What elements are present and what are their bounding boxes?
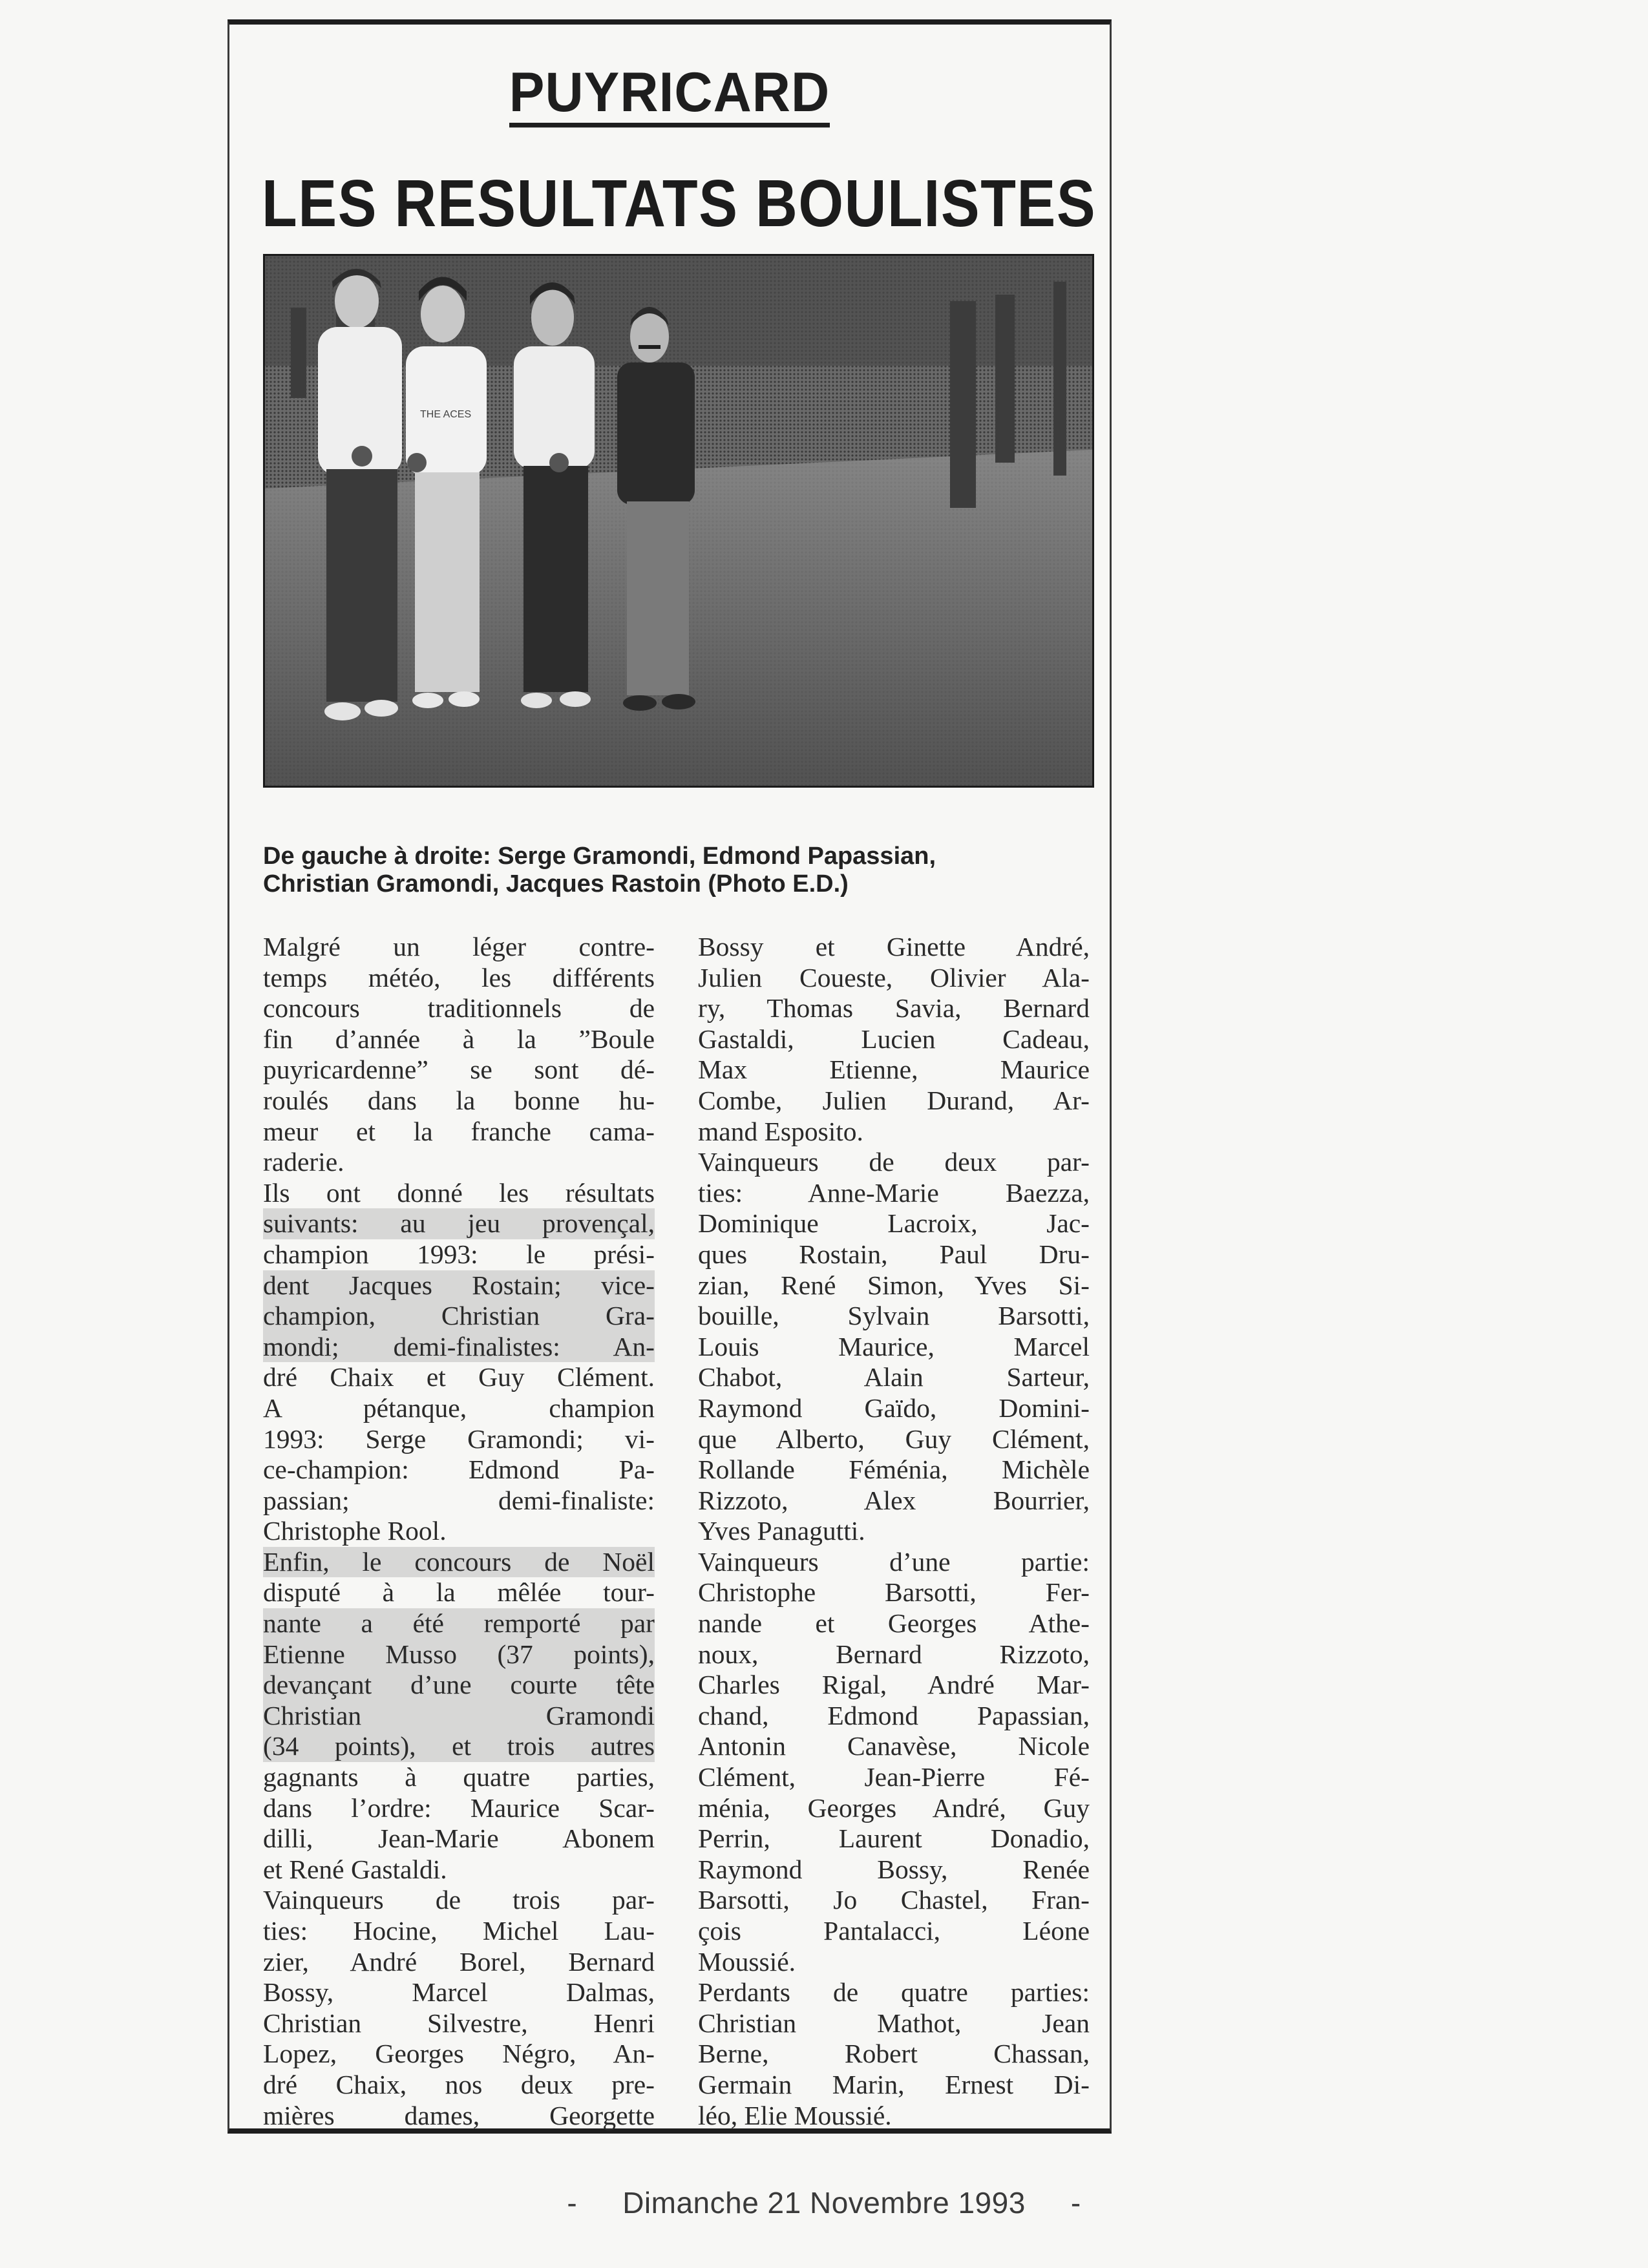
column-line: Yves Panagutti. xyxy=(698,1516,865,1546)
column-line: Bossy, Marcel Dalmas, xyxy=(263,1977,655,2008)
column-line: Chabot, Alain Sarteur, xyxy=(698,1362,1090,1392)
footer-date: Dimanche 21 Novembre 1993 xyxy=(622,2186,1026,2220)
column-line: Rollande Féménia, Michèle xyxy=(698,1454,1090,1485)
column-line: dent Jacques Rostain; vice- xyxy=(263,1270,655,1300)
page-footer xyxy=(0,2185,1648,2220)
column-line: Lopez, Georges Négro, An- xyxy=(263,2039,655,2069)
column-line: léo, Elie Moussié. xyxy=(698,2100,892,2130)
column-line: mières dames, Georgette xyxy=(263,2100,655,2130)
column-line: ry, Thomas Savia, Bernard xyxy=(698,993,1090,1024)
column-line: champion 1993: le prési- xyxy=(263,1239,655,1269)
column-line: Max Etienne, Maurice xyxy=(698,1055,1090,1085)
article-frame xyxy=(227,19,1112,2134)
kicker-text: PUYRICARD xyxy=(509,65,830,128)
column-line: ménia, Georges André, Guy xyxy=(698,1792,1090,1823)
column-line: Charles Rigal, André Mar- xyxy=(698,1670,1090,1700)
column-line: meur et la franche cama- xyxy=(263,1116,655,1146)
column-line: Gastaldi, Lucien Cadeau, xyxy=(698,1024,1090,1054)
column-line: Barsotti, Jo Chastel, Fran- xyxy=(698,1885,1090,1915)
column-line: suivants: au jeu provençal, xyxy=(263,1208,655,1239)
column-line: ce-champion: Edmond Pa- xyxy=(263,1454,655,1485)
column-line: fin d’année à la ”Boule xyxy=(263,1024,655,1054)
column-line: ties: Hocine, Michel Lau- xyxy=(263,1916,655,1946)
column-line: Perdants de quatre parties: xyxy=(698,1977,1090,2008)
person-jacques-rastoin xyxy=(617,307,695,711)
column-line: raderie. xyxy=(263,1147,344,1177)
column-line: Dominique Lacroix, Jac- xyxy=(698,1208,1090,1239)
column-line: Antonin Canavèse, Nicole xyxy=(698,1731,1090,1761)
column-line: ques Rostain, Paul Dru- xyxy=(698,1239,1090,1269)
article-kicker xyxy=(229,61,1110,126)
column-line: champion, Christian Gra- xyxy=(263,1301,655,1331)
article-photo xyxy=(263,254,1094,788)
column-line: Vainqueurs de trois par- xyxy=(263,1885,655,1915)
article-column-right xyxy=(698,932,1090,2131)
photo-illustration xyxy=(265,256,1092,786)
column-line: Vainqueurs de deux par- xyxy=(698,1147,1090,1177)
column-line: mand Esposito. xyxy=(698,1116,863,1146)
shirt-print: THE ACES xyxy=(420,409,472,420)
caption-line-2: Christian Gramondi, Jacques Rastoin (Photo E.D.) xyxy=(263,870,849,898)
column-line: Perrin, Laurent Donadio, xyxy=(698,1823,1090,1854)
column-line: zian, René Simon, Yves Si- xyxy=(698,1270,1090,1300)
column-line: puyricardenne” se sont dé- xyxy=(263,1055,655,1085)
column-line: temps météo, les différents xyxy=(263,962,655,992)
column-line: que Alberto, Guy Clément, xyxy=(698,1423,1090,1454)
article-column-left xyxy=(263,932,655,2131)
column-line: dré Chaix, nos deux pre- xyxy=(263,2069,655,2099)
column-line: disputé à la mêlée tour- xyxy=(263,1577,655,1608)
column-line: ties: Anne-Marie Baezza, xyxy=(698,1177,1090,1208)
column-line: noux, Bernard Rizzoto, xyxy=(698,1639,1090,1669)
column-line: A pétanque, champion xyxy=(263,1392,655,1423)
column-line: nante a été remporté par xyxy=(263,1608,655,1639)
footer-dash-left: - xyxy=(567,2186,578,2220)
column-line: Germain Marin, Ernest Di- xyxy=(698,2069,1090,2099)
column-line: dans l’ordre: Maurice Scar- xyxy=(263,1792,655,1823)
column-line: çois Pantalacci, Léone xyxy=(698,1916,1090,1946)
photo-caption xyxy=(263,843,1103,898)
column-line: chand, Edmond Papassian, xyxy=(698,1700,1090,1730)
column-line: Enfin, le concours de Noël xyxy=(263,1546,655,1577)
column-line: Combe, Julien Durand, Ar- xyxy=(698,1085,1090,1115)
column-line: Julien Coueste, Olivier Ala- xyxy=(698,962,1090,992)
column-line: mondi; demi-finalistes: An- xyxy=(263,1331,655,1361)
person-serge-gramondi xyxy=(318,269,402,720)
caption-line-1: De gauche à droite: Serge Gramondi, Edmond Papassian, xyxy=(263,843,936,870)
article-headline: LES RESULTATS BOULISTES xyxy=(262,166,1097,241)
column-line: Bossy et Ginette André, xyxy=(698,932,1090,961)
column-line: Christian Mathot, Jean xyxy=(698,2008,1090,2038)
column-line: passian; demi-finaliste: xyxy=(263,1485,655,1515)
column-line: Raymond Bossy, Renée xyxy=(698,1854,1090,1884)
column-line: Ils ont donné les résultats xyxy=(263,1177,655,1208)
column-line: (34 points), et trois autres xyxy=(263,1731,655,1761)
column-line: gagnants à quatre parties, xyxy=(263,1762,655,1792)
column-line: Malgré un léger contre- xyxy=(263,932,655,961)
column-line: devançant d’une courte tête xyxy=(263,1670,655,1700)
column-line: concours traditionnels de xyxy=(263,993,655,1024)
column-line: Berne, Robert Chassan, xyxy=(698,2039,1090,2069)
column-line: roulés dans la bonne hu- xyxy=(263,1085,655,1115)
column-line: 1993: Serge Gramondi; vi- xyxy=(263,1423,655,1454)
column-line: Christian Gramondi xyxy=(263,1700,655,1730)
column-line: Raymond Gaïdo, Domini- xyxy=(698,1392,1090,1423)
column-line: Vainqueurs d’une partie: xyxy=(698,1546,1090,1577)
column-line: Christophe Barsotti, Fer- xyxy=(698,1577,1090,1608)
column-line: et René Gastaldi. xyxy=(263,1854,447,1884)
column-line: Clément, Jean-Pierre Fé- xyxy=(698,1762,1090,1792)
column-line: Christian Silvestre, Henri xyxy=(263,2008,655,2038)
column-line: zier, André Borel, Bernard xyxy=(263,1946,655,1977)
column-line: bouille, Sylvain Barsotti, xyxy=(698,1301,1090,1331)
footer-dash-right: - xyxy=(1070,2186,1081,2220)
column-line: Etienne Musso (37 points), xyxy=(263,1639,655,1669)
column-line: Louis Maurice, Marcel xyxy=(698,1331,1090,1361)
column-line: Rizzoto, Alex Bourrier, xyxy=(698,1485,1090,1515)
column-line: Moussié. xyxy=(698,1946,796,1977)
column-line: Christophe Rool. xyxy=(263,1516,447,1546)
column-line: dilli, Jean-Marie Abonem xyxy=(263,1823,655,1854)
column-line: dré Chaix et Guy Clément. xyxy=(263,1362,655,1392)
column-line: nande et Georges Athe- xyxy=(698,1608,1090,1639)
